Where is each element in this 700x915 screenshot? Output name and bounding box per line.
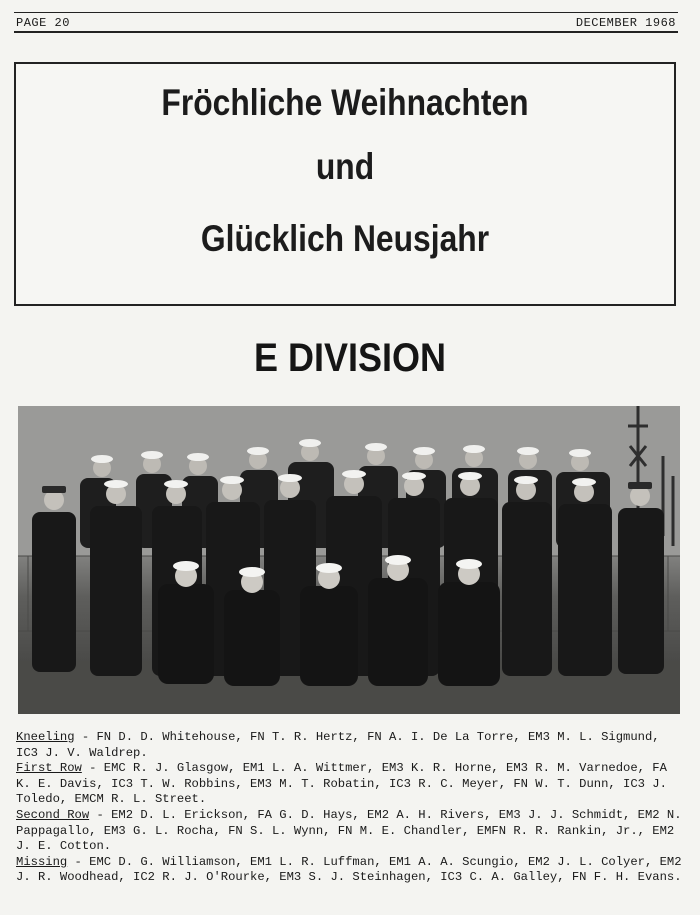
header-top-rule xyxy=(14,12,678,13)
caption-kneeling xyxy=(16,730,684,761)
caption-first-row xyxy=(16,761,684,808)
kneeling-label: Kneeling xyxy=(16,730,75,744)
caption-missing xyxy=(16,855,684,886)
group-photo-illustration xyxy=(18,406,680,714)
missing-names: - EMC D. G. Williamson, EM1 L. R. Luffman, EM1 A. A. Scungio, EM2 J. L. Colyer, EM2 J. R. Woodhead, IC2 R. J. O'Rourke, EM3 S. J. Steinhagen, IC3 C. A. Galley, FN F. H. Evans. xyxy=(16,854,682,885)
issue-date: DECEMBER 1968 xyxy=(575,16,676,30)
page-number: PAGE 20 xyxy=(16,16,70,30)
greeting-line-3: Glücklich Neusjahr xyxy=(200,218,490,259)
caption-second-row xyxy=(16,808,684,855)
first-row-label: First Row xyxy=(16,761,82,776)
section-title: E DIVISION xyxy=(253,336,447,380)
page-header xyxy=(14,12,678,30)
header-bottom-rule xyxy=(14,31,678,33)
holiday-greeting-box xyxy=(14,62,676,306)
second-row-label: Second Row xyxy=(16,807,90,822)
first-row-names: - EMC R. J. Glasgow, EM1 L. A. Wittmer, EM3 K. R. Horne, EM3 R. M. Varnedoe, FA K. E. Davis, IC3 T. W. Robbins, EM3 M. T. Robatin, IC3 R. C. Meyer, FN W. T. Dunn, IC3 J. Toledo, EMCM R. L. Street. xyxy=(16,761,667,807)
greeting-line-2: und xyxy=(315,146,375,187)
second-row-names: - EM2 D. L. Erickson, FA G. D. Hays, EM2 A. H. Rivers, EM3 J. J. Schmidt, EM2 N. Pappagallo, EM3 G. L. Rocha, FN S. L. Wynn, FN M. E. Chandler, EMFN R. R. Rankin, Jr., EM2 J. E. Cotton. xyxy=(16,807,682,854)
greeting-line-1: Fröchliche Weihnachten xyxy=(161,82,529,123)
kneeling-names: - FN D. D. Whitehouse, FN T. R. Hertz, FN A. I. De La Torre, EM3 M. L. Sigmund, IC3 J. V. Waldrep. xyxy=(16,730,660,760)
group-photo xyxy=(18,406,680,714)
missing-label: Missing xyxy=(16,854,68,869)
photo-caption xyxy=(16,730,684,886)
